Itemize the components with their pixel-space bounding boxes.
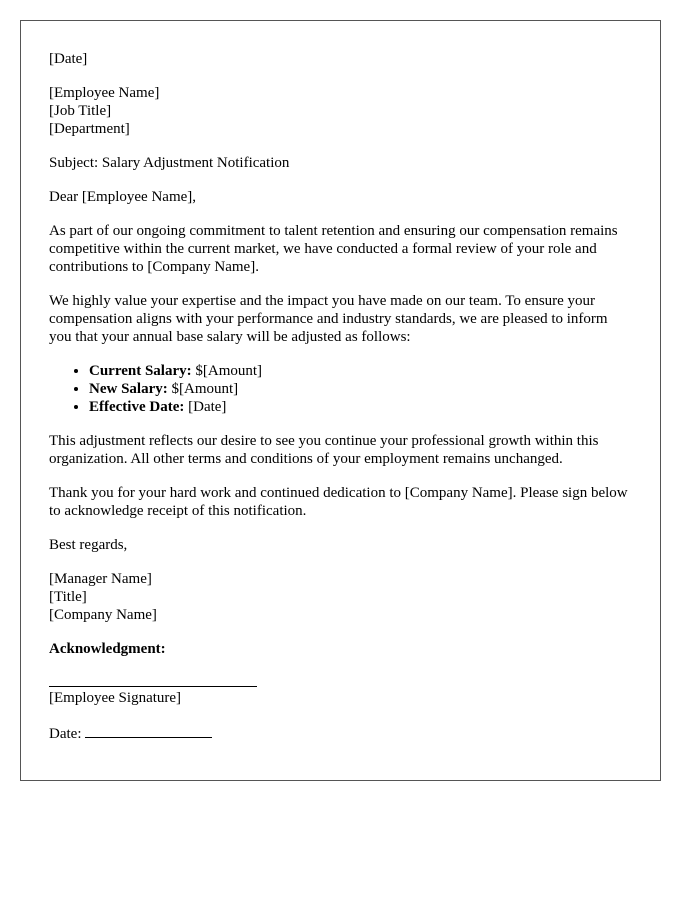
letter-salutation: Dear [Employee Name],: [49, 189, 197, 205]
closing-block: [49, 536, 632, 554]
sender-name: [Manager Name]: [49, 571, 152, 587]
signature-label: [Employee Signature]: [49, 690, 182, 706]
current-salary-label: Current Salary:: [89, 363, 192, 379]
paragraph-growth: This adjustment reflects our desire to see you continue your professional growth within this organization. All other terms and conditions of your employment remains unchanged.: [49, 433, 599, 467]
paragraph-review: As part of our ongoing commitment to talent retention and ensuring our compensation remains competitive within the current market, we have conducted a formal review of your role and contributions to [Company Name].: [49, 223, 618, 275]
acknowledgment-section: [49, 640, 632, 743]
list-item-effective-date: [89, 398, 632, 416]
sender-block: [49, 570, 632, 624]
effective-date-label: Effective Date:: [89, 399, 185, 415]
new-salary-value: $[Amount]: [171, 381, 239, 397]
subject-block: [49, 154, 632, 172]
sender-title: [Title]: [49, 589, 87, 605]
recipient-block: [49, 84, 632, 138]
date-label: Date:: [49, 726, 82, 742]
paragraph-adjustment: We highly value your expertise and the impact you have made on our team. To ensure your compensation aligns with your performance and industry standards, we are pleased to inform you that your annual base salary will be adjusted as follows:: [49, 293, 608, 345]
letter-date: [Date]: [49, 51, 88, 67]
date-signature-line: [85, 723, 212, 738]
acknowledgment-heading: Acknowledgment:: [49, 641, 166, 657]
paragraph-thanks: Thank you for your hard work and continued dedication to [Company Name]. Please sign below to acknowledge receipt of this notification.: [49, 485, 628, 519]
list-item-current-salary: [89, 362, 632, 380]
salary-details-list: [49, 362, 632, 416]
recipient-job-title: [Job Title]: [49, 103, 112, 119]
signature-line: [49, 686, 257, 687]
letter-document: [20, 20, 661, 781]
new-salary-label: New Salary:: [89, 381, 168, 397]
sender-company: [Company Name]: [49, 607, 157, 623]
effective-date-value: [Date]: [188, 399, 227, 415]
recipient-department: [Department]: [49, 121, 130, 137]
letter-subject: Subject: Salary Adjustment Notification: [49, 155, 290, 171]
recipient-name: [Employee Name]: [49, 85, 160, 101]
list-item-new-salary: [89, 380, 632, 398]
salutation-block: [49, 188, 632, 206]
letter-date-block: [49, 50, 632, 68]
letter-closing: Best regards,: [49, 537, 128, 553]
current-salary-value: $[Amount]: [195, 363, 263, 379]
date-row: [49, 723, 632, 743]
